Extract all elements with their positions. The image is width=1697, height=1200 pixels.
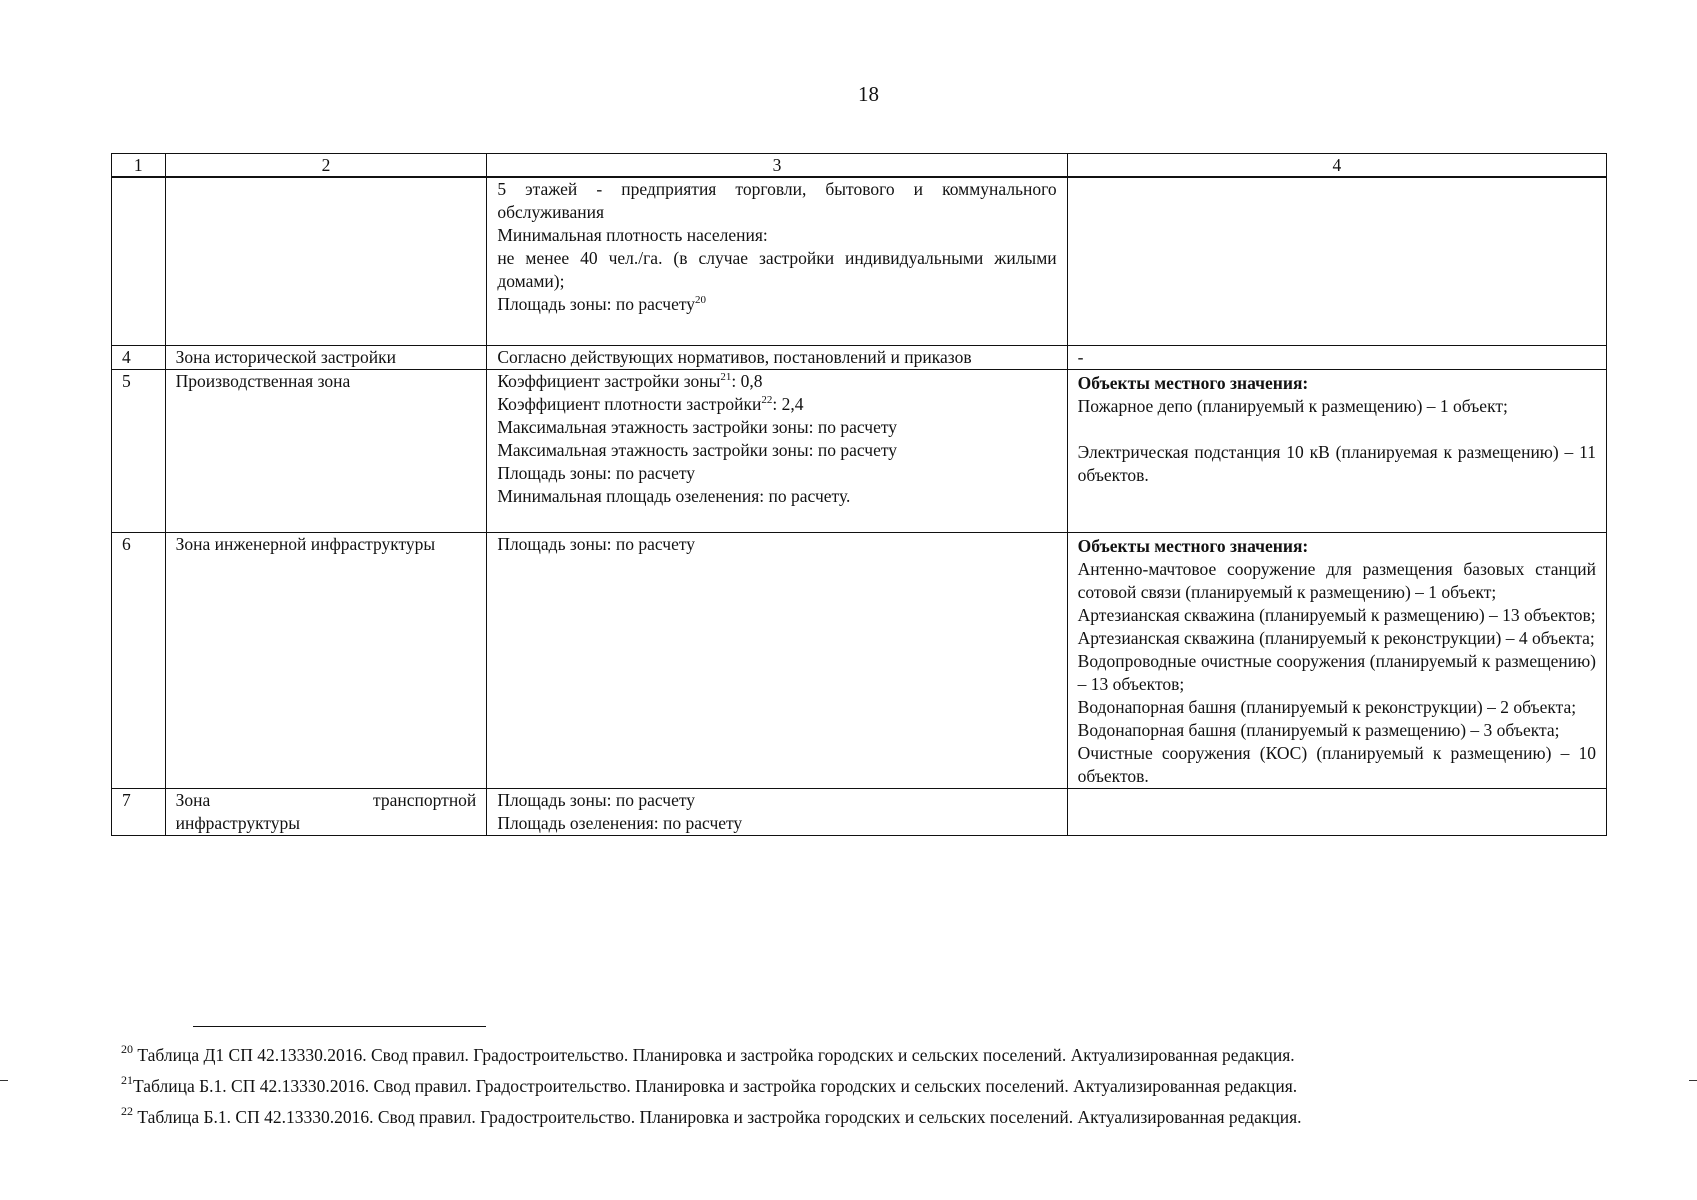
object-item: Водопроводные очистные сооружения (планируемый к размещению) – 13 объектов; bbox=[1077, 650, 1596, 694]
scan-edge-mark bbox=[0, 1080, 8, 1081]
footnote-separator bbox=[193, 1026, 486, 1027]
zone-line: инфраструктуры bbox=[175, 812, 301, 833]
table-row bbox=[112, 532, 1607, 788]
param-line: Минимальная плотность населения: bbox=[497, 225, 768, 245]
param-line: Максимальная этажность застройки зоны: по расчету bbox=[497, 439, 898, 460]
cell-zone: Зона инженерной инфраструктуры bbox=[165, 532, 487, 788]
table-row bbox=[112, 369, 1607, 532]
table-row bbox=[112, 788, 1607, 835]
param-text: Коэффициент застройки зоны bbox=[497, 370, 721, 391]
footnote-number: 22 bbox=[121, 1104, 133, 1118]
param-line: Минимальная площадь озеленения: по расчету. bbox=[497, 485, 851, 506]
footnote-number: 20 bbox=[121, 1042, 133, 1056]
cell-number bbox=[112, 177, 166, 345]
table-row bbox=[112, 345, 1607, 369]
cell-objects bbox=[1067, 369, 1606, 532]
objects-heading: Объекты местного значения: bbox=[1077, 372, 1309, 393]
table-header-row bbox=[112, 154, 1607, 178]
footnote-number: 21 bbox=[121, 1073, 133, 1087]
footnotes bbox=[121, 1040, 1621, 1133]
cell-objects bbox=[1067, 788, 1606, 835]
cell-number: 5 bbox=[112, 369, 166, 532]
param-line: не менее 40 чел./га. (в случае застройки индивидуальными жилыми домами); bbox=[497, 248, 1057, 291]
param-value: : 0,8 bbox=[731, 370, 763, 391]
page-number: 18 bbox=[858, 82, 879, 106]
cell-objects: - bbox=[1067, 345, 1606, 369]
cell-zone bbox=[165, 788, 487, 835]
cell-parameters: Согласно действующих нормативов, постановлений и приказов bbox=[487, 345, 1067, 369]
footnote bbox=[121, 1040, 1621, 1071]
param-line: Площадь зоны: по расчету bbox=[497, 789, 696, 810]
param-text: Площадь зоны: по расчету bbox=[497, 294, 696, 314]
footnote-ref: 20 bbox=[695, 294, 707, 306]
zones-table bbox=[111, 153, 1607, 836]
column-header-3: 3 bbox=[487, 154, 1067, 178]
column-header-4: 4 bbox=[1067, 154, 1606, 178]
param-line bbox=[497, 393, 1056, 416]
object-item: Электрическая подстанция 10 кВ (планируемая к размещению) – 11 объектов. bbox=[1077, 441, 1596, 485]
param-value: : 2,4 bbox=[772, 393, 804, 414]
cell-zone: Зона исторической застройки bbox=[165, 345, 487, 369]
param-text: Коэффициент плотности застройки bbox=[497, 393, 762, 414]
spacer bbox=[1078, 418, 1596, 441]
param-line: Площадь зоны: по расчету bbox=[497, 462, 696, 483]
object-item: Очистные сооружения (КОС) (планируемый к размещению) – 10 объектов. bbox=[1077, 742, 1596, 786]
cell-number: 7 bbox=[112, 788, 166, 835]
param-line: Максимальная этажность застройки зоны: по расчету bbox=[497, 416, 898, 437]
footnote-ref: 21 bbox=[720, 370, 732, 383]
param-line: Площадь озеленения: по расчету bbox=[497, 812, 743, 833]
param-line bbox=[497, 370, 1056, 393]
footnote-ref: 22 bbox=[761, 393, 773, 406]
object-item: Артезианская скважина (планируемый к размещению) – 13 объектов; bbox=[1077, 604, 1596, 625]
cell-number: 6 bbox=[112, 532, 166, 788]
cell-zone: Производственная зона bbox=[165, 369, 487, 532]
objects-heading: Объекты местного значения: bbox=[1077, 535, 1309, 556]
table-row-continued bbox=[112, 177, 1607, 345]
object-item: Водонапорная башня (планируемый к размещению) – 3 объекта; bbox=[1077, 719, 1560, 740]
param-line: 5 этажей - предприятия торговли, бытового и коммунального обслуживания bbox=[497, 179, 1057, 222]
cell-number: 4 bbox=[112, 345, 166, 369]
footnote bbox=[121, 1071, 1621, 1102]
cell-parameters: Площадь зоны: по расчету bbox=[487, 532, 1067, 788]
object-item: Водонапорная башня (планируемый к реконструкции) – 2 объекта; bbox=[1077, 696, 1577, 717]
scan-edge-mark bbox=[1689, 1080, 1697, 1081]
cell-parameters bbox=[487, 177, 1067, 345]
cell-objects bbox=[1067, 177, 1606, 345]
object-item: Антенно-мачтовое сооружение для размещения базовых станций сотовой связи (планируемый к размещению) – 1 объект; bbox=[1077, 558, 1596, 602]
object-item: Артезианская скважина (планируемый к реконструкции) – 4 объекта; bbox=[1077, 627, 1595, 648]
object-item: Пожарное депо (планируемый к размещению) – 1 объект; bbox=[1077, 395, 1508, 416]
cell-objects bbox=[1067, 532, 1606, 788]
zone-line: Зона транспортной bbox=[175, 789, 477, 810]
footnote-text: Таблица Б.1. СП 42.13330.2016. Свод правил. Градостроительство. Планировка и застройка городских и сельских поселений. Актуализированная редакция. bbox=[133, 1076, 1298, 1096]
cell-zone bbox=[165, 177, 487, 345]
footnote-text: Таблица Д1 СП 42.13330.2016. Свод правил. Градостроительство. Планировка и застройка городских и сельских поселений. Актуализированная редакция. bbox=[137, 1045, 1295, 1065]
param-line bbox=[497, 293, 1056, 316]
cell-parameters bbox=[487, 788, 1067, 835]
footnote-text: Таблица Б.1. СП 42.13330.2016. Свод правил. Градостроительство. Планировка и застройка городских и сельских поселений. Актуализированная редакция. bbox=[137, 1107, 1302, 1127]
column-header-2: 2 bbox=[165, 154, 487, 178]
column-header-1: 1 bbox=[112, 154, 166, 178]
cell-parameters bbox=[487, 369, 1067, 532]
footnote bbox=[121, 1102, 1621, 1133]
